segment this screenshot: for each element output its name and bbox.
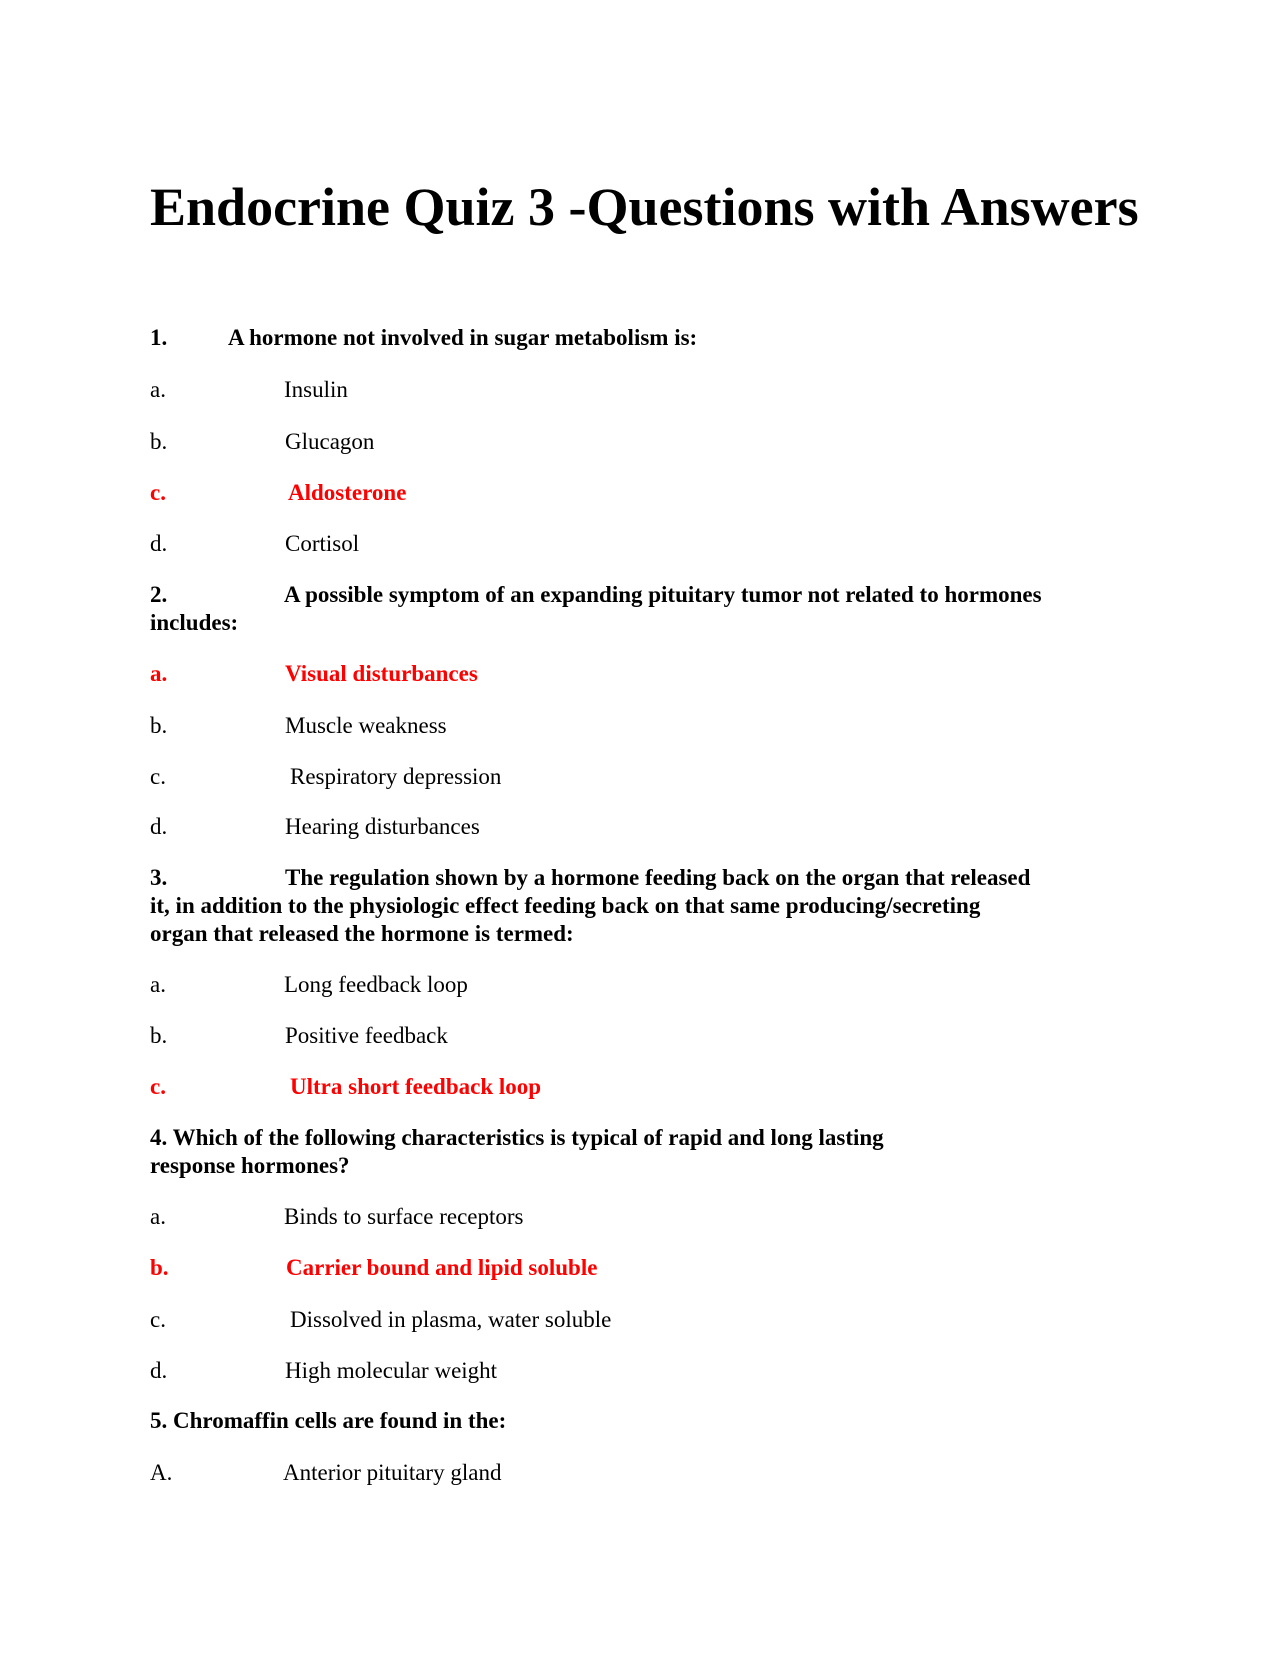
option-text: Positive feedback bbox=[285, 1023, 448, 1048]
option-label: a. bbox=[150, 377, 166, 402]
question-text: organ that released the hormone is termed: bbox=[150, 921, 574, 946]
question-text-continued bbox=[150, 891, 980, 920]
option-text: Carrier bound and lipid soluble bbox=[286, 1255, 598, 1280]
question-text: response hormones? bbox=[150, 1153, 350, 1178]
question-text: it, in addition to the physiologic effect feeding back on that same producing/secreting bbox=[150, 893, 981, 918]
option-label: b. bbox=[150, 429, 168, 454]
option-label: b. bbox=[150, 1255, 169, 1280]
option-text: Respiratory depression bbox=[290, 764, 502, 789]
question-5 bbox=[150, 1406, 506, 1435]
option-text: High molecular weight bbox=[285, 1358, 498, 1383]
option-label: c. bbox=[150, 764, 166, 789]
question-number: 1. bbox=[150, 325, 168, 350]
option-text: Hearing disturbances bbox=[285, 814, 480, 839]
question-text: A possible symptom of an expanding pituitary tumor not related to hormones bbox=[284, 582, 1042, 607]
option-label: c. bbox=[150, 480, 166, 505]
option-text: Aldosterone bbox=[288, 480, 407, 505]
question-text-continued bbox=[150, 919, 574, 948]
option-text: Binds to surface receptors bbox=[284, 1204, 524, 1229]
document-title: Endocrine Quiz 3 -Questions with Answers bbox=[150, 177, 1139, 237]
option-text: Visual disturbances bbox=[285, 661, 478, 686]
option-text: Insulin bbox=[284, 377, 348, 402]
question-text-continued bbox=[150, 608, 238, 637]
question-text-continued bbox=[150, 1151, 350, 1180]
option-text: Muscle weakness bbox=[285, 713, 447, 738]
option-text: Long feedback loop bbox=[284, 972, 468, 997]
option-label: A. bbox=[150, 1460, 173, 1485]
question-text: The regulation shown by a hormone feeding back on the organ that released bbox=[285, 865, 1031, 890]
question-4 bbox=[150, 1123, 884, 1152]
option-text: Dissolved in plasma, water soluble bbox=[290, 1307, 612, 1332]
option-label: c. bbox=[150, 1307, 166, 1332]
option-label: b. bbox=[150, 713, 168, 738]
option-text: Ultra short feedback loop bbox=[290, 1074, 542, 1099]
option-label: a. bbox=[150, 1204, 166, 1229]
option-label: d. bbox=[150, 814, 168, 839]
option-label: d. bbox=[150, 531, 168, 556]
question-number: 3. bbox=[150, 865, 168, 890]
option-label: a. bbox=[150, 661, 168, 686]
question-text: A hormone not involved in sugar metabolism is: bbox=[228, 325, 698, 350]
option-text: Cortisol bbox=[285, 531, 360, 556]
option-label: c. bbox=[150, 1074, 166, 1099]
question-text: 5. Chromaffin cells are found in the: bbox=[150, 1408, 507, 1433]
option-text: Glucagon bbox=[285, 429, 375, 454]
question-number: 2. bbox=[150, 582, 168, 607]
option-label: a. bbox=[150, 972, 166, 997]
question-text: includes: bbox=[150, 610, 239, 635]
question-text: 4. Which of the following characteristics is typical of rapid and long lasting bbox=[150, 1125, 884, 1150]
option-label: d. bbox=[150, 1358, 168, 1383]
option-label: b. bbox=[150, 1023, 168, 1048]
option-text: Anterior pituitary gland bbox=[283, 1460, 502, 1485]
